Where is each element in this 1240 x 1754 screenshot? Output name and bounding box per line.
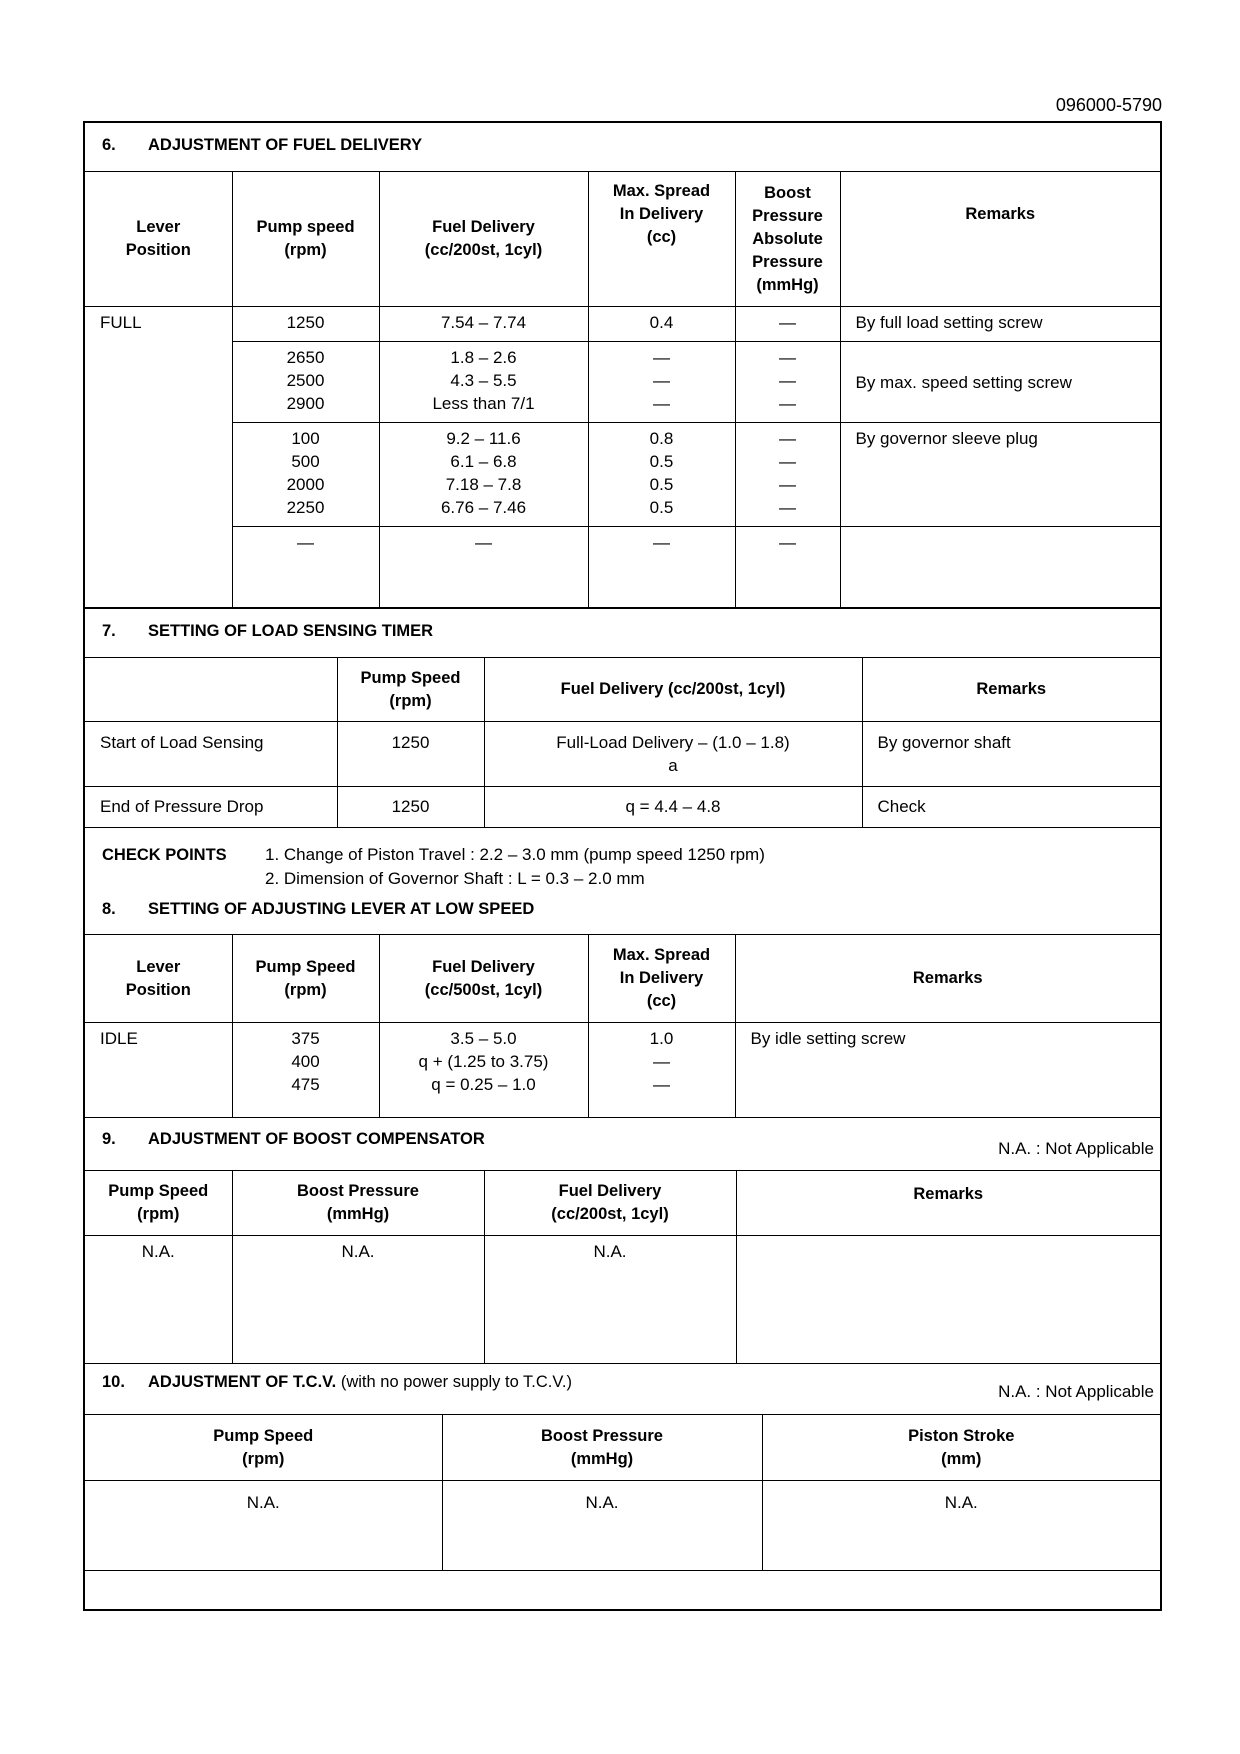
remarks-cell: By full load setting screw: [840, 307, 1160, 342]
header-blank: [85, 658, 337, 722]
table-row: IDLE 375 400 475 3.5 – 5.0 q + (1.25 to 3.75) q = 0.25 – 1.0 1.0 — — By idle setting screw: [85, 1023, 1160, 1118]
low-speed-header-row: [85, 935, 1160, 1023]
load-sensing-header-row: [85, 658, 1160, 722]
header-boost-pressure: Boost Pressure (mmHg): [232, 1171, 484, 1236]
boost-compensator-header-row: [85, 1171, 1160, 1236]
section-10-title: ADJUSTMENT OF T.C.V.: [148, 1373, 337, 1391]
header-pump-speed: Pump Speed (rpm): [85, 1171, 232, 1236]
check-points-label: CHECK POINTS: [102, 846, 227, 864]
boost-compensator-table: [85, 1170, 1160, 1364]
document-number: 096000-5790: [1055, 95, 1162, 115]
divider: [85, 608, 1160, 609]
header-remarks: Remarks: [862, 658, 1160, 722]
table-row: End of Pressure Drop 1250 q = 4.4 – 4.8 Check: [85, 787, 1160, 828]
table-row: FULL 1250 7.54 – 7.74 0.4 — By full load setting screw: [85, 307, 1160, 342]
section-9-title: ADJUSTMENT OF BOOST COMPENSATOR: [148, 1130, 485, 1148]
check-point-2: 2. Dimension of Governor Shaft : L = 0.3 – 2.0 mm: [265, 869, 645, 888]
section-8-title: SETTING OF ADJUSTING LEVER AT LOW SPEED: [148, 900, 535, 918]
header-pump-speed: Pump Speed (rpm): [232, 935, 379, 1023]
header-fuel-delivery: Fuel Delivery (cc/500st, 1cyl): [379, 935, 588, 1023]
check-point-1: 1. Change of Piston Travel : 2.2 – 3.0 mm (pump speed 1250 rpm): [265, 845, 765, 864]
header-max-spread: Max. Spread In Delivery (cc): [588, 172, 735, 307]
table-row: Start of Load Sensing 1250 Full-Load Delivery – (1.0 – 1.8) a By governor shaft: [85, 722, 1160, 787]
fuel-delivery-table: [85, 171, 1160, 608]
header-pump-speed: Pump Speed (rpm): [85, 1415, 442, 1481]
header-fuel-delivery: Fuel Delivery (cc/200st, 1cyl): [379, 172, 588, 307]
tcv-header-row: [85, 1415, 1160, 1481]
section-9-number: 9.: [102, 1130, 116, 1148]
low-speed-table: [85, 934, 1160, 1118]
section-10-header: [85, 1373, 1160, 1401]
header-remarks: Remarks: [840, 172, 1160, 307]
table-row: N.A. N.A. N.A.: [85, 1236, 1160, 1364]
table-row: 100 500 2000 2250 9.2 – 11.6 6.1 – 6.8 7.18 – 7.8 6.76 – 7.46 0.8 0.5 0.5 0.5 — — — — By governor sleeve plug: [85, 423, 1160, 527]
section-7-table-wrap: [85, 657, 1160, 828]
load-sensing-table: [85, 657, 1160, 828]
section-7-title: SETTING OF LOAD SENSING TIMER: [148, 622, 434, 640]
section-10-table-wrap: [85, 1414, 1160, 1571]
section-6-title: ADJUSTMENT OF FUEL DELIVERY: [148, 136, 423, 154]
header-lever-position: Lever Position: [85, 935, 232, 1023]
check-points: [85, 843, 1160, 890]
na-note: N.A. : Not Applicable: [998, 1382, 1154, 1401]
table-row: — — — —: [85, 527, 1160, 608]
spec-sheet-frame: [83, 121, 1162, 1611]
section-6-number: 6.: [102, 136, 116, 154]
section-6-header: [85, 136, 1160, 155]
header-fuel-delivery: Fuel Delivery (cc/200st, 1cyl): [484, 658, 862, 722]
header-max-spread: Max. Spread In Delivery (cc): [588, 935, 735, 1023]
section-10-title-suffix: (with no power supply to T.C.V.): [340, 1373, 572, 1391]
header-piston-stroke: Piston Stroke (mm): [762, 1415, 1160, 1481]
header-pump-speed: Pump speed (rpm): [232, 172, 379, 307]
section-7-number: 7.: [102, 622, 116, 640]
header-pump-speed: Pump Speed (rpm): [337, 658, 484, 722]
section-9-table-wrap: [85, 1170, 1160, 1364]
header-remarks: Remarks: [736, 1171, 1160, 1236]
section-7-header: [85, 622, 1160, 641]
tcv-table: [85, 1414, 1160, 1571]
na-note: N.A. : Not Applicable: [998, 1139, 1154, 1158]
remarks-cell: By max. speed setting screw: [840, 342, 1160, 423]
table-row: N.A. N.A. N.A.: [85, 1481, 1160, 1571]
header-boost-pressure: Boost Pressure (mmHg): [442, 1415, 762, 1481]
section-8-number: 8.: [102, 900, 116, 918]
section-9-header: [85, 1130, 1160, 1158]
section-10-number: 10.: [102, 1373, 125, 1391]
section-8-header: [85, 900, 1160, 919]
remarks-cell: By governor sleeve plug: [840, 423, 1160, 527]
header-boost-pressure: Boost Pressure Absolute Pressure (mmHg): [735, 172, 840, 307]
header-remarks: Remarks: [735, 935, 1160, 1023]
remarks-cell: [840, 527, 1160, 608]
divider: [85, 1117, 1160, 1118]
header-lever-position: Lever Position: [85, 172, 232, 307]
fuel-delivery-header-row: [85, 172, 1160, 307]
section-8-table-wrap: [85, 934, 1160, 1118]
section-6-table-wrap: [85, 171, 1160, 608]
header-fuel-delivery: Fuel Delivery (cc/200st, 1cyl): [484, 1171, 736, 1236]
table-row: 2650 2500 2900 1.8 – 2.6 4.3 – 5.5 Less than 7/1 — — — — — — By max. speed setting screw: [85, 342, 1160, 423]
lever-position-cell: FULL: [85, 307, 232, 608]
